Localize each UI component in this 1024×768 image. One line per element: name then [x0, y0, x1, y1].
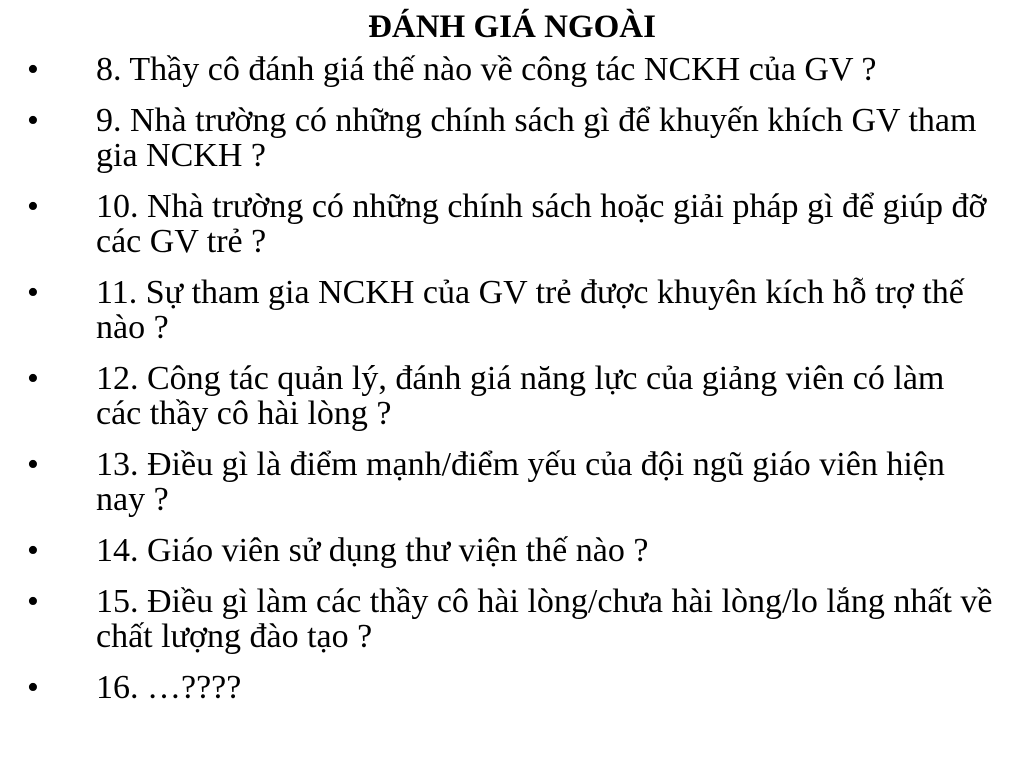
bullet-icon: • [27, 532, 39, 569]
bullet-item-15 [0, 584, 1024, 654]
slide-title: ĐÁNH GIÁ NGOÀI [368, 9, 656, 45]
bullet-list [0, 52, 1024, 721]
bullet-text: 15. Điều gì làm các thầy cô hài lòng/chưa hài lòng/lo lắng nhất về chất lượng đào tạo ? [96, 583, 993, 655]
bullet-item-9 [0, 103, 1024, 173]
bullet-item-16 [0, 670, 1024, 705]
bullet-item-10 [0, 189, 1024, 259]
bullet-item-11 [0, 275, 1024, 345]
bullet-icon: • [27, 446, 39, 483]
bullet-icon: • [27, 274, 39, 311]
bullet-text: 8. Thầy cô đánh giá thế nào về công tác NCKH của GV ? [96, 51, 877, 88]
bullet-icon: • [27, 669, 39, 706]
bullet-text: 16. …???? [96, 669, 242, 706]
bullet-item-13 [0, 447, 1024, 517]
bullet-text: 12. Công tác quản lý, đánh giá năng lực của giảng viên có làm các thầy cô hài lòng ? [96, 360, 945, 432]
bullet-text: 14. Giáo viên sử dụng thư viện thế nào ? [96, 532, 649, 569]
bullet-text: 11. Sự tham gia NCKH của GV trẻ được khuyên kích hỗ trợ thế nào ? [96, 274, 964, 346]
bullet-item-8 [0, 52, 1024, 87]
bullet-item-12 [0, 361, 1024, 431]
bullet-text: 9. Nhà trường có những chính sách gì để khuyến khích GV tham gia NCKH ? [96, 102, 977, 174]
bullet-icon: • [27, 51, 39, 88]
bullet-icon: • [27, 583, 39, 620]
bullet-text: 10. Nhà trường có những chính sách hoặc giải pháp gì để giúp đỡ các GV trẻ ? [96, 188, 987, 260]
bullet-item-14 [0, 533, 1024, 568]
bullet-text: 13. Điều gì là điểm mạnh/điểm yếu của đội ngũ giáo viên hiện nay ? [96, 446, 945, 518]
bullet-icon: • [27, 102, 39, 139]
bullet-icon: • [27, 188, 39, 225]
bullet-icon: • [27, 360, 39, 397]
